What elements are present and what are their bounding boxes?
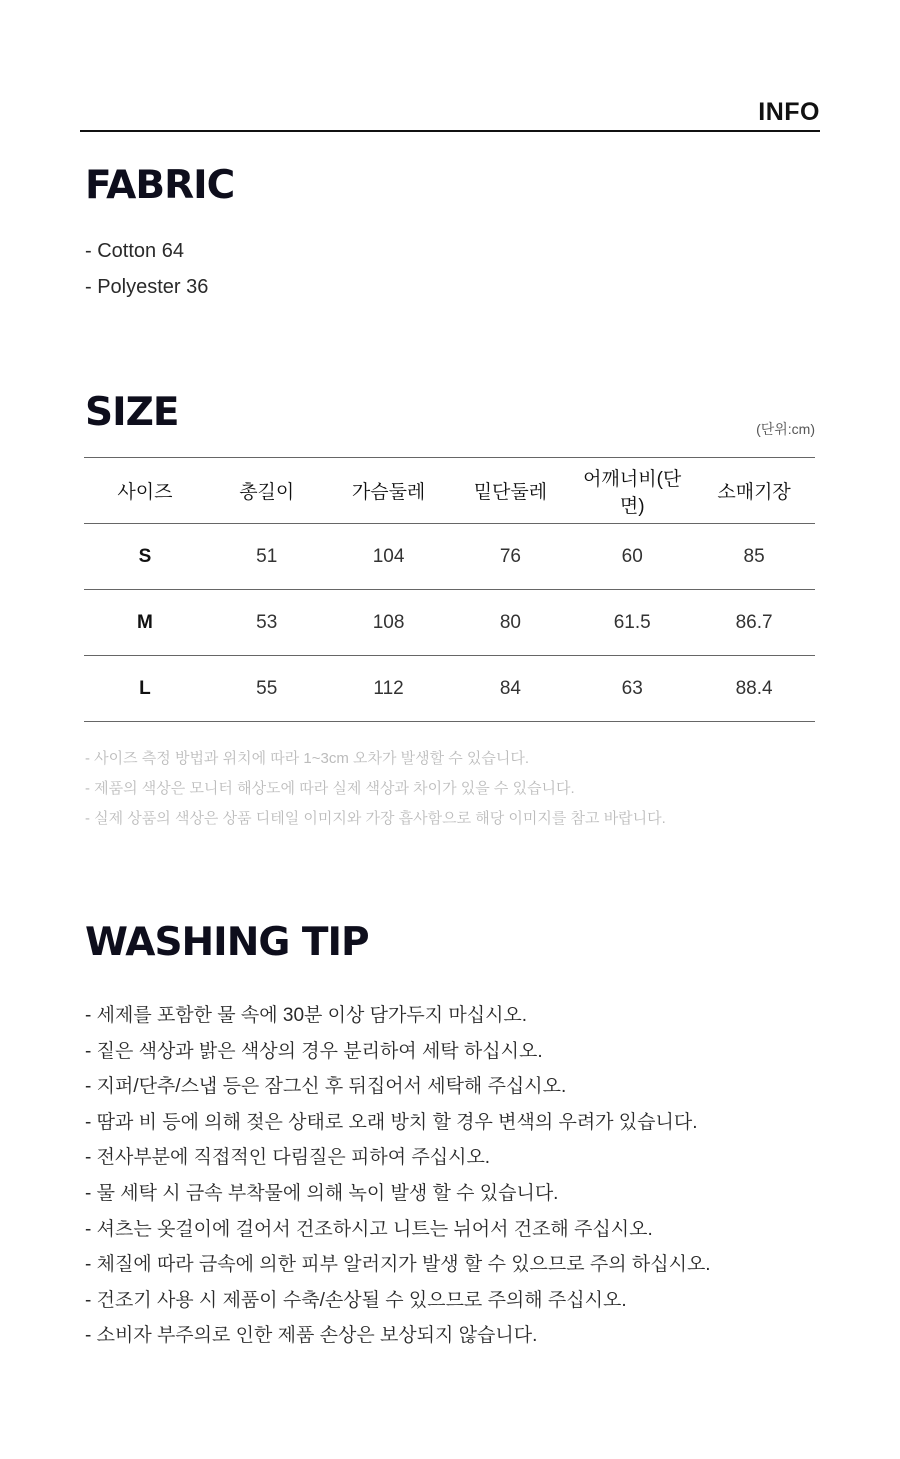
table-row	[84, 524, 815, 590]
table-cell: 76	[449, 524, 571, 590]
table-cell: 84	[449, 656, 571, 722]
size-note: - 사이즈 측정 방법과 위치에 따라 1~3cm 오차가 발생할 수 있습니다.	[85, 750, 530, 767]
washing-tip-item: - 전사부분에 직접적인 다림질은 피하여 주십시오.	[85, 1147, 491, 1169]
washing-tip-item: - 세제를 포함한 물 속에 30분 이상 담가두지 마십시오.	[85, 1005, 528, 1026]
washing-tip-list	[85, 1003, 711, 1359]
table-cell-size: L	[84, 656, 206, 722]
fabric-item: - Polyester 36	[85, 276, 209, 298]
info-label: INFO	[758, 98, 820, 126]
size-notes	[85, 748, 666, 838]
fabric-list	[85, 238, 208, 310]
header-total-length: 총길이	[206, 458, 328, 524]
washing-tip-title: WASHING TIP	[85, 920, 369, 965]
table-cell: 86.7	[693, 590, 815, 656]
table-cell: 80	[449, 590, 571, 656]
table-cell: 60	[571, 524, 693, 590]
washing-tip-item: - 셔츠는 옷걸이에 걸어서 건조하시고 니트는 뉘어서 건조해 주십시오.	[85, 1218, 653, 1240]
fabric-item: - Cotton 64	[85, 240, 184, 262]
header-sleeve: 소매기장	[693, 458, 815, 524]
fabric-title: FABRIC	[85, 163, 235, 208]
table-cell: 61.5	[571, 590, 693, 656]
table-cell: 88.4	[693, 656, 815, 722]
table-cell: 85	[693, 524, 815, 590]
table-cell: 53	[206, 590, 328, 656]
size-title: SIZE	[85, 390, 179, 435]
header-divider	[80, 130, 820, 132]
washing-tip-item: - 지퍼/단추/스냅 등은 잠그신 후 뒤집어서 세탁해 주십시오.	[85, 1076, 567, 1098]
table-cell: 112	[328, 656, 450, 722]
table-cell: 104	[328, 524, 450, 590]
table-cell-size: S	[84, 524, 206, 590]
header-chest: 가슴둘레	[328, 458, 450, 524]
washing-tip-item: - 짙은 색상과 밝은 색상의 경우 분리하여 세탁 하십시오.	[85, 1040, 543, 1062]
unit-note: (단위:cm)	[756, 421, 815, 437]
table-cell: 51	[206, 524, 328, 590]
table-cell-size: M	[84, 590, 206, 656]
table-cell: 63	[571, 656, 693, 722]
table-row	[84, 590, 815, 656]
table-cell: 55	[206, 656, 328, 722]
size-note: - 실제 상품의 색상은 상품 디테일 이미지와 가장 흡사함으로 해당 이미지를 참고 바랍니다.	[85, 810, 666, 827]
washing-tip-item: - 땀과 비 등에 의해 젖은 상태로 오래 방치 할 경우 변색의 우려가 있습니다.	[85, 1111, 698, 1133]
washing-tip-item: - 물 세탁 시 금속 부착물에 의해 녹이 발생 할 수 있습니다.	[85, 1182, 559, 1204]
header-size: 사이즈	[84, 458, 206, 524]
table-cell: 108	[328, 590, 450, 656]
header-hem: 밑단둘레	[449, 458, 571, 524]
washing-tip-item: - 체질에 따라 금속에 의한 피부 알러지가 발생 할 수 있으므로 주의 하십시오.	[85, 1254, 711, 1276]
header-shoulder: 어깨너비(단면)	[571, 458, 693, 524]
size-table	[84, 457, 815, 722]
size-note: - 제품의 색상은 모니터 해상도에 따라 실제 색상과 차이가 있을 수 있습니다.	[85, 780, 575, 797]
table-header-row	[84, 458, 815, 524]
table-row	[84, 656, 815, 722]
washing-tip-item: - 소비자 부주의로 인한 제품 손상은 보상되지 않습니다.	[85, 1325, 538, 1347]
washing-tip-item: - 건조기 사용 시 제품이 수축/손상될 수 있으므로 주의해 주십시오.	[85, 1289, 627, 1311]
